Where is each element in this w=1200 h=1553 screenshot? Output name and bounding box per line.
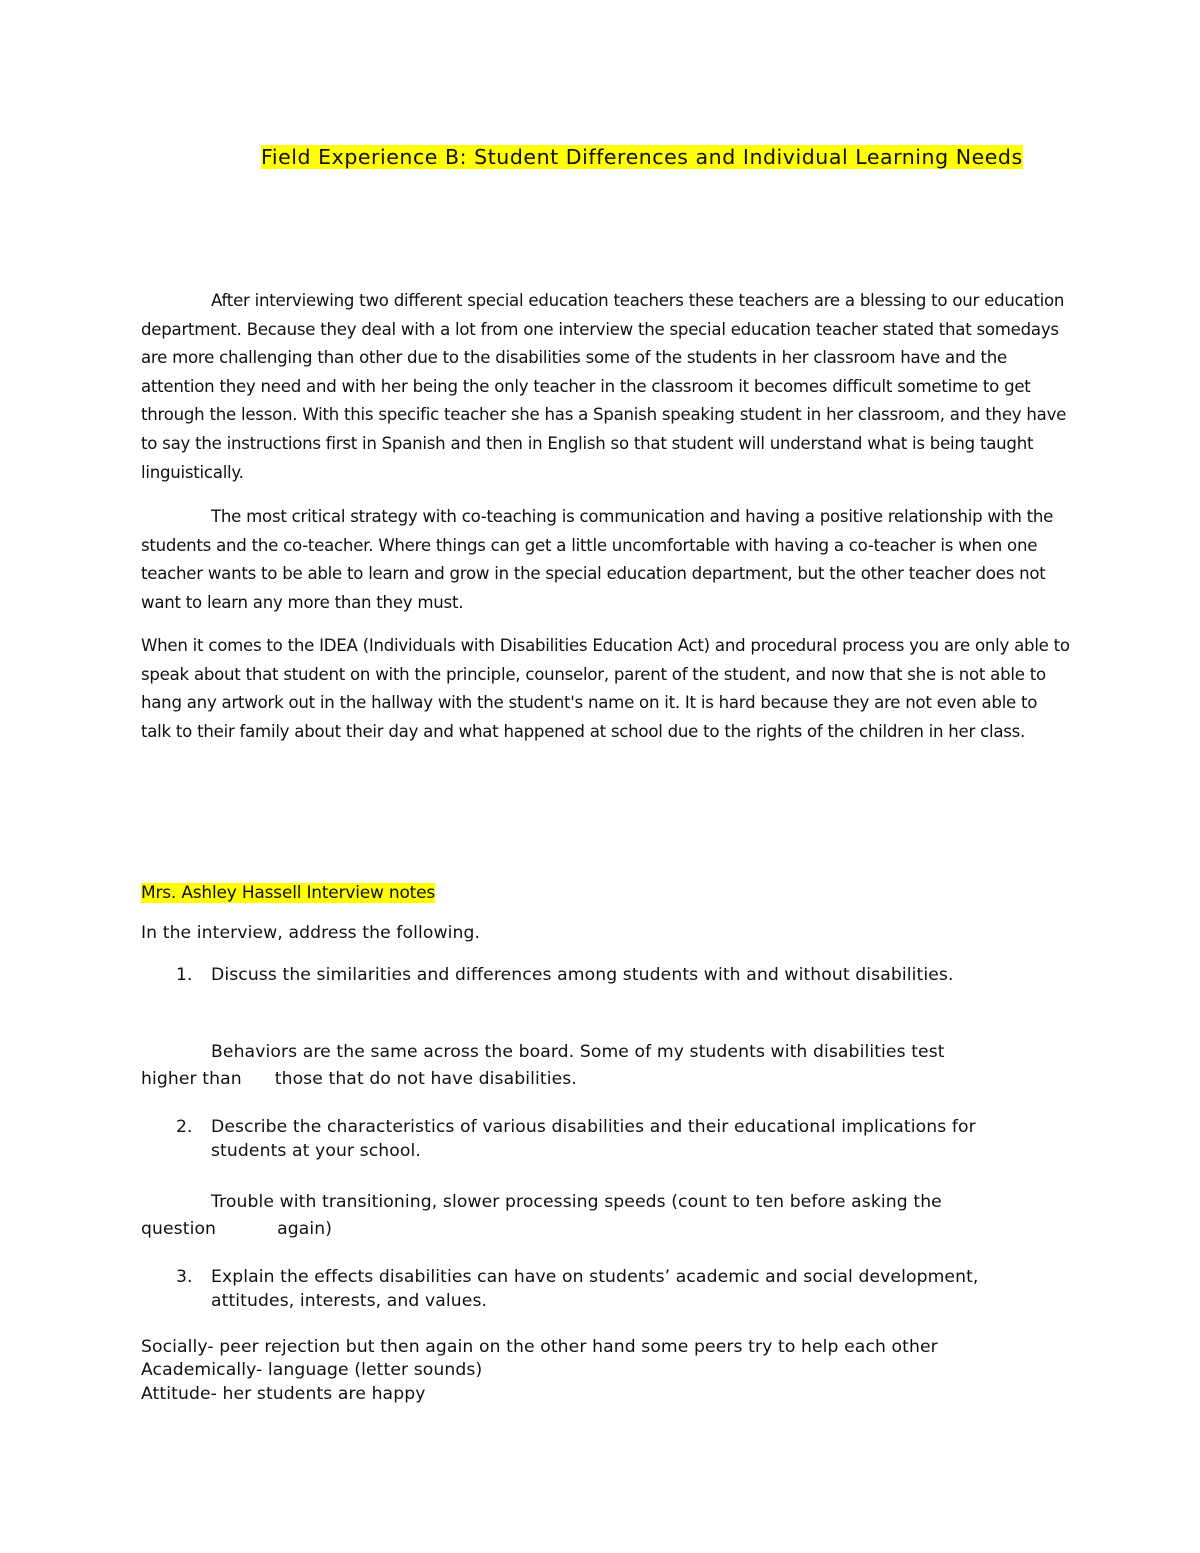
paragraph-3: When it comes to the IDEA (Individuals with Disabilities Education Act) and procedural process you are only able to speak about that student on with the principle, counselor, parent of the student, and now that she is not able to hang any artwork out in the hallway with the student's name on it. It is hard because they are not even able to talk to their family about their day and what happened at school due to the rights of the children in her class. — [141, 636, 1070, 741]
question-number: 1. — [176, 965, 193, 985]
paragraph-1: After interviewing two different special education teachers these teachers are a blessing to our education department. Because they deal with a lot from one interview the special education teacher stated that somedays are more challenging than other due to the disabilities some of the students in her classroom have and the attention they need and with her being the only teacher in the classroom it becomes difficult sometime to get through the lesson. With this specific teacher she has a Spanish speaking student in her classroom, and they have to say the instructions first in Spanish and then in English so that student will understand what is being taught linguistically. — [141, 291, 1067, 482]
question-text: Describe the characteristics of various disabilities and their educational implications for students at your school. — [211, 1117, 976, 1161]
notes-heading-highlight: Mrs. Ashley Hassell Interview notes — [141, 883, 436, 903]
paragraph-2: The most critical strategy with co-teaching is communication and having a positive relationship with the students and the co-teacher. Where things can get a little uncomfortable with having a co-teacher is when one teacher wants to be able to learn and grow in the special education department, but the other teacher does not want to learn any more than they must. — [141, 507, 1054, 612]
answer-rest: those that do not have disabilities. — [274, 1069, 577, 1089]
closing-line-social: Socially- peer rejection but then again on the other hand some peers try to help each other — [141, 1337, 938, 1357]
interview-intro: In the interview, address the following. — [141, 923, 481, 943]
answer-2-continued — [141, 1217, 1071, 1242]
closing-line-academic: Academically- language (letter sounds) — [141, 1360, 483, 1380]
answer-first-line: Trouble with transitioning, slower processing speeds (count to ten before asking the — [211, 1192, 942, 1212]
closing-line-attitude: Attitude- her students are happy — [141, 1384, 426, 1404]
question-text: Discuss the similarities and differences among students with and without disabilities. — [211, 965, 954, 985]
answer-1 — [141, 1039, 1071, 1066]
answer-rest: again) — [277, 1219, 333, 1239]
title-highlight: Field Experience B: Student Differences and Individual Learning Needs — [261, 145, 1023, 169]
question-number: 3. — [176, 1267, 193, 1287]
answer-2 — [141, 1189, 1071, 1216]
answer-1-continued — [141, 1067, 1071, 1092]
question-text: Explain the effects disabilities can have on students’ academic and social development, attitudes, interests, and values. — [211, 1267, 979, 1311]
question-number: 2. — [176, 1117, 193, 1137]
answer-lead: higher than — [141, 1069, 242, 1089]
answer-first-line: Behaviors are the same across the board. Some of my students with disabilities test — [211, 1042, 945, 1062]
document-title — [141, 143, 1061, 171]
interview-notes-heading — [141, 880, 435, 906]
answer-lead: question — [141, 1219, 217, 1239]
